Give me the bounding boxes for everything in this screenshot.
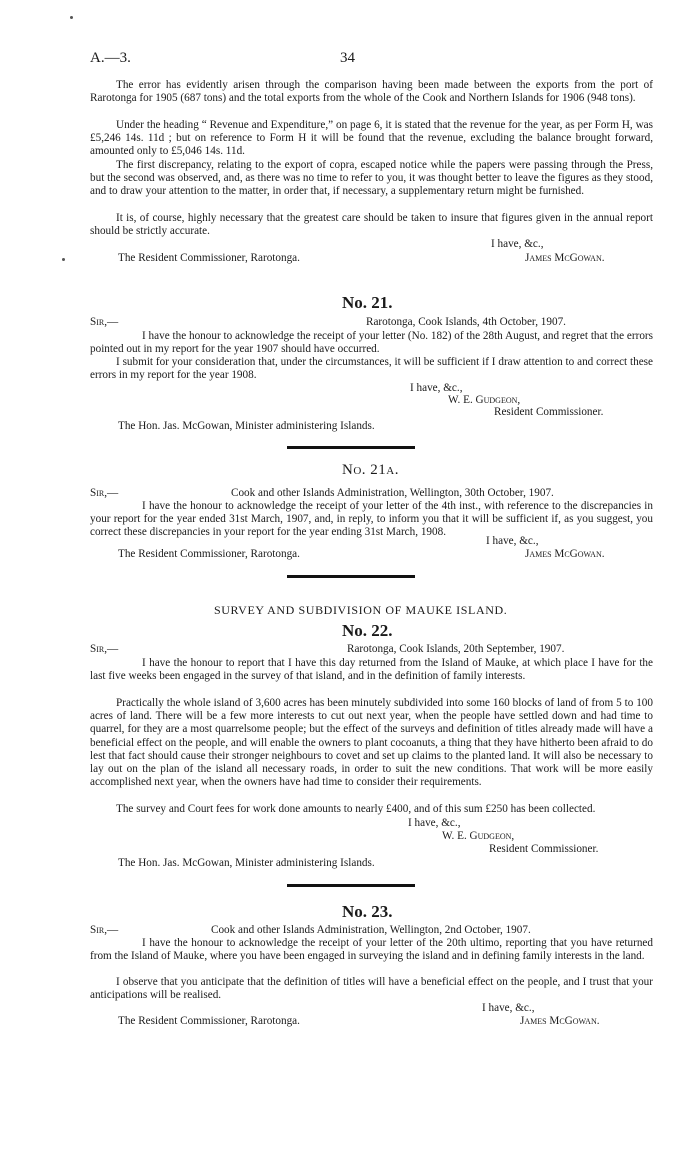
- document-reference: A.—3.: [90, 50, 131, 66]
- letter-23-closing: I have, &c.,: [482, 1002, 535, 1014]
- margin-mark: [70, 16, 73, 19]
- letter-21-addressee: The Hon. Jas. McGowan, Minister administering Islands.: [118, 420, 375, 432]
- intro-signature: James McGowan.: [525, 252, 605, 264]
- intro-paragraph-3: The first discrepancy, relating to the export of copra, escaped notice while the papers were passing through the Press, but the second was observed, and, as there was no time to refer to you, it was thought better to leave the figures as they stood, and to draw your attention to the matter, in order that, if necessary, a supplementary return might be furnished.: [90, 159, 653, 198]
- letter-21a-paragraph-1: I have the honour to acknowledge the receipt of your letter of the 4th inst., with reference to the discrepancies in your report for the year ended 31st March, 1907, and, in reply, to inform you that it will be sufficient if, as you suggest, you correct these discrepancies in your report for the year ending 31st March, 1908.: [90, 500, 653, 539]
- letter-21-paragraph-1: I have the honour to acknowledge the receipt of your letter (No. 182) of the 28th August, and regret that the errors pointed out in my report for the year 1907 should have occurred.: [90, 330, 653, 356]
- letter-22-paragraph-3: The survey and Court fees for work done amounts to nearly £400, and of this sum £250 has been collected.: [116, 803, 596, 815]
- letter-21a-salutation: Sir,—: [90, 487, 119, 499]
- intro-paragraph-4: It is, of course, highly necessary that the greatest care should be taken to insure that figures given in the annual report should be strictly accurate.: [90, 212, 653, 238]
- intro-paragraph-2: Under the heading “ Revenue and Expenditure,” on page 6, it is stated that the revenue for the year, as per Form H, was £5,246 14s. 11d ; but on reference to Form H it will be found that the revenue, excluding the balance brought forward, amounted only to £5,046 14s. 11d.: [90, 119, 653, 158]
- letter-22-signature: W. E. Gudgeon,: [442, 830, 515, 842]
- section-divider: [287, 884, 415, 887]
- intro-closing: I have, &c.,: [491, 238, 544, 250]
- letter-21-number: No. 21.: [342, 293, 393, 312]
- letter-21a-addressee: The Resident Commissioner, Rarotonga.: [118, 548, 300, 560]
- letter-23-salutation: Sir,—: [90, 924, 119, 936]
- letter-21a-number: No. 21a.: [342, 462, 399, 478]
- intro-addressee: The Resident Commissioner, Rarotonga.: [118, 252, 300, 264]
- letter-23-place-date: Cook and other Islands Administration, Wellington, 2nd October, 1907.: [211, 924, 531, 936]
- letter-23-paragraph-2: I observe that you anticipate that the definition of titles will have a beneficial effect on the people, and I trust that your anticipations will be realised.: [90, 976, 653, 1002]
- letter-22-salutation: Sir,—: [90, 643, 119, 655]
- letter-22-signature-title: Resident Commissioner.: [489, 843, 599, 855]
- page-number: 34: [340, 50, 355, 66]
- letter-21-salutation: Sir,—: [90, 316, 119, 328]
- letter-21a-place-date: Cook and other Islands Administration, Wellington, 30th October, 1907.: [231, 487, 554, 499]
- letter-21-closing: I have, &c.,: [410, 382, 463, 394]
- letter-23-paragraph-1: I have the honour to acknowledge the receipt of your letter of the 20th ultimo, reporting that you have returned from the Island of Mauke, where you have been engaged in surveying the island and in defining family interests in the land.: [90, 937, 653, 963]
- section-divider: [287, 575, 415, 578]
- section-title: SURVEY AND SUBDIVISION OF MAUKE ISLAND.: [214, 603, 508, 617]
- letter-22-closing: I have, &c.,: [408, 817, 461, 829]
- letter-21-signature-title: Resident Commissioner.: [494, 406, 604, 418]
- letter-22-addressee: The Hon. Jas. McGowan, Minister administering Islands.: [118, 857, 375, 869]
- letter-23-signature: James McGowan.: [520, 1015, 600, 1027]
- letter-21a-closing: I have, &c.,: [486, 535, 539, 547]
- intro-paragraph-1: The error has evidently arisen through the comparison having been made between the exports from the port of Rarotonga for 1905 (687 tons) and the total exports from the whole of the Cook and Northern Islands for 1906 (948 tons).: [90, 79, 653, 105]
- letter-21-place-date: Rarotonga, Cook Islands, 4th October, 1907.: [366, 316, 566, 328]
- letter-22-paragraph-1: I have the honour to report that I have this day returned from the Island of Mauke, at which place I have for the last five weeks been engaged in the survey of that island, and in the definition of family interests.: [90, 657, 653, 683]
- letter-21-signature: W. E. Gudgeon,: [448, 394, 521, 406]
- letter-22-place-date: Rarotonga, Cook Islands, 20th September, 1907.: [347, 643, 565, 655]
- letter-22-number: No. 22.: [342, 621, 393, 640]
- letter-23-addressee: The Resident Commissioner, Rarotonga.: [118, 1015, 300, 1027]
- section-divider: [287, 446, 415, 449]
- letter-21-paragraph-2: I submit for your consideration that, under the circumstances, it will be sufficient if I draw attention to and correct these errors in my report for the year 1908.: [90, 356, 653, 382]
- letter-21a-signature: James McGowan.: [525, 548, 605, 560]
- margin-mark: [62, 258, 65, 261]
- letter-22-paragraph-2: Practically the whole island of 3,600 acres has been minutely subdivided into some 160 blocks of land of from 5 to 100 acres of land. There will be a few more interests to cut out next year, when the people have settled down and had time to quarrel, for they are a most quarrelsome people; but the effect of the surveys and definition of titles already made will have a beneficial effect on the people, and will enable the owners to plant cocoanuts, a thing that they have hitherto been afraid to do lest that fact should cause their stronger neighbours to covet and set up claims to the planted land. It will also be necessary to lay out on the plan of the island all necessary roads, in order to suit the new conditions. That work will be more easily accomplished next year, when the owners have had time to consider their requirements.: [90, 697, 653, 789]
- letter-23-number: No. 23.: [342, 902, 393, 921]
